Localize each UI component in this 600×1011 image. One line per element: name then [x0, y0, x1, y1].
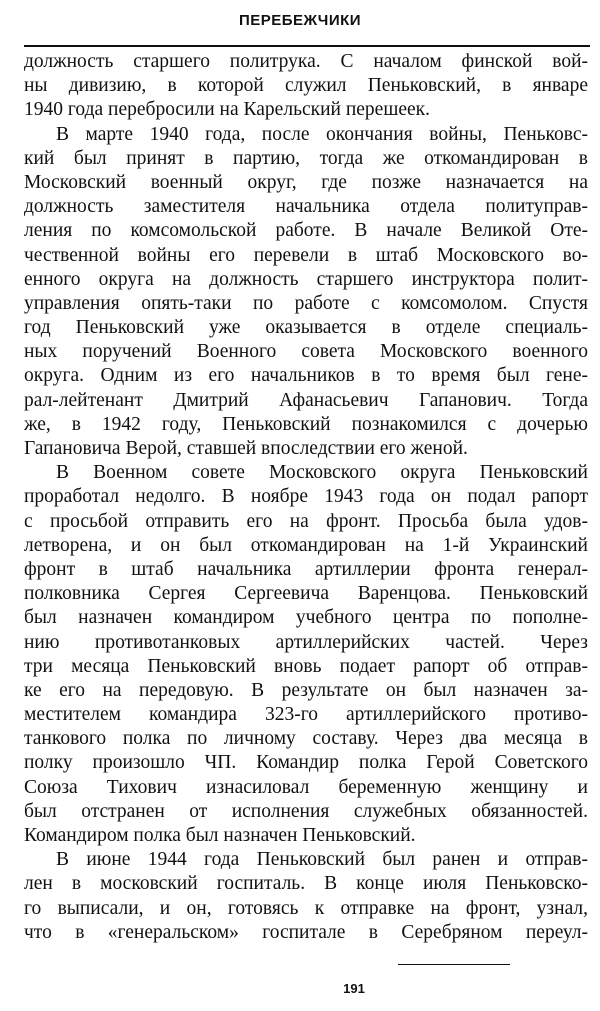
text-line: ны дивизию, в которой служил Пеньковский, в январе	[24, 75, 588, 97]
text-line: В Военном совете Московского округа Пеньковский	[56, 462, 588, 484]
text-line: год Пеньковский уже оказывается в отделе специаль-	[24, 317, 588, 339]
text-line: 1940 года перебросили на Карельский перешеек.	[24, 99, 431, 121]
text-line: управления опять-таки по работе с комсомолом. Спустя	[24, 292, 588, 314]
text-line: был отстранен от исполнения служебных обязанностей.	[24, 800, 588, 822]
text-line: го выписали, и он, готовясь к отправке на фронт, узнал,	[24, 897, 588, 919]
text-line: чественной войны его перевели в штаб Московского во-	[24, 244, 588, 266]
text-line: В марте 1940 года, после окончания войны, Пеньковс-	[56, 123, 588, 145]
text-line: В июне 1944 года Пеньковский был ранен и отправ-	[56, 849, 588, 871]
text-line: Гапановича Верой, ставшей впоследствии его женой.	[24, 438, 468, 459]
footer-rule	[398, 964, 510, 965]
text-line: Союза Тихович изнасиловал беременную женщину и	[24, 776, 588, 798]
text-line: с просьбой отправить его на фронт. Просьба была удов-	[24, 510, 588, 532]
text-line: Московский военный округ, где позже назначается на	[24, 171, 588, 193]
text-line: танкового полка по личному составу. Через два месяца в	[24, 728, 588, 750]
text-line: проработал недолго. В ноябре 1943 года он подал рапорт	[24, 486, 588, 508]
body-text	[24, 50, 588, 945]
text-line: лен в московский госпиталь. В конце июля Пеньковско-	[24, 873, 588, 895]
text-line: ке его на передовую. В результате он был назначен за-	[24, 679, 588, 701]
text-line: фронт в штаб начальника артиллерии фронта генерал-	[24, 558, 588, 580]
page-number: 191	[343, 981, 365, 996]
text-line: три месяца Пеньковский вновь подает рапорт об отправ-	[24, 655, 588, 677]
text-line: должность старшего политрука. С началом финской вой-	[24, 51, 588, 72]
running-head: ПЕРЕБЕЖЧИКИ	[238, 12, 362, 29]
text-line: ления по комсомольской работе. В начале Великой Оте-	[24, 220, 588, 242]
text-line: нию противотанковых артиллерийских частей. Через	[24, 631, 588, 653]
text-line: полку произошло ЧП. Командир полка Герой Советского	[24, 752, 588, 774]
text-line: должность заместителя начальника отдела политуправ-	[24, 196, 588, 218]
text-line: летворена, и он был откомандирован на 1-й Украинский	[24, 534, 588, 556]
text-line: местителем командира 323-го артиллерийского противо-	[24, 704, 588, 726]
text-line: ных поручений Военного совета Московского военного	[24, 341, 588, 363]
text-line: полковника Сергея Сергеевича Варенцова. Пеньковский	[24, 583, 588, 605]
text-line: что в «генеральском» госпитале в Серебряном переул-	[24, 921, 588, 943]
text-line: рал-лейтенант Дмитрий Афанасьевич Гапанович. Тогда	[24, 389, 588, 411]
text-line: Командиром полка был назначен Пеньковский.	[24, 825, 416, 846]
text-line: кий был принят в партию, тогда же откомандирован в	[24, 147, 588, 169]
text-line: енного округа на должность старшего инструктора полит-	[24, 268, 588, 290]
text-line: же, в 1942 году, Пеньковский познакомился с дочерью	[24, 413, 588, 435]
text-line: был назначен командиром учебного центра по пополне-	[24, 607, 588, 629]
text-line: округа. Одним из его начальников в то время был гене-	[24, 365, 588, 387]
header-rule	[24, 45, 590, 47]
